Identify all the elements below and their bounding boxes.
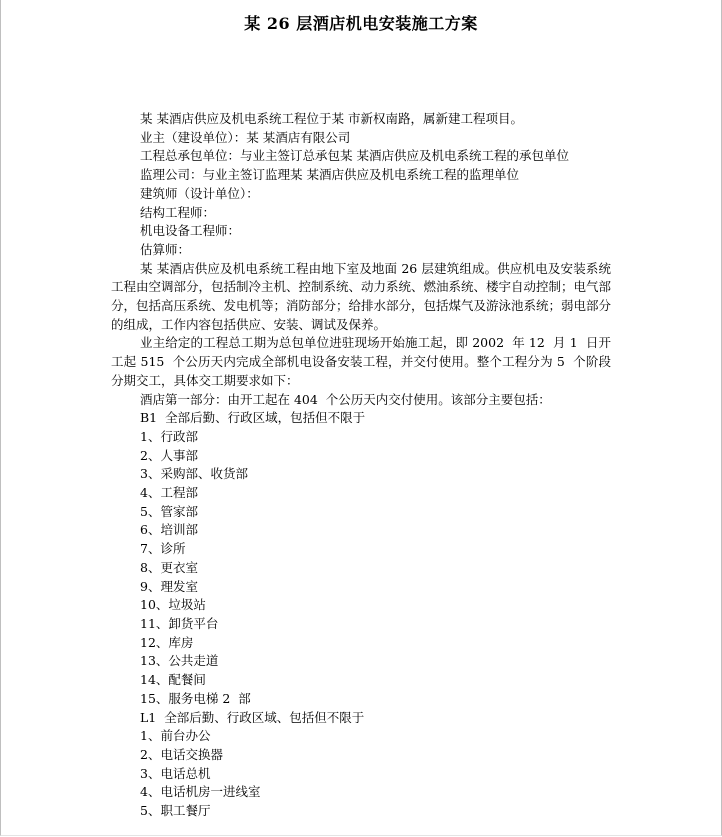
paragraph: 5、职工餐厅 xyxy=(140,803,211,819)
paragraph: 5、管家部 xyxy=(140,503,198,519)
paragraph: 9、理发室 xyxy=(140,578,198,594)
document-body xyxy=(111,110,611,821)
paragraph: 2、电话交换器 xyxy=(140,746,223,762)
paragraph: 酒店第一部分：由开工起在 404 个公历天内交付使用。该部分主要包括： xyxy=(140,391,551,407)
paragraph: 某 某酒店供应及机电系统工程由地下室及地面 26 层建筑组成。供应机电及安装系统工程由空调部分，包括制冷主机、控制系统、动力系统、燃油系统、楼宇自动控制；电气部分，包括高压系统、发电机等；消防部分；给排水部分，包括煤气及游泳池系统；弱电部分的组成，工作内容包括供应、安装、调试及保养。 xyxy=(111,260,612,332)
paragraph: 14、配餐间 xyxy=(140,672,206,688)
paragraph: L1 全部后勤、行政区域、包括但不限于 xyxy=(140,709,365,725)
paragraph: 7、诊所 xyxy=(140,541,186,557)
paragraph: 机电设备工程师： xyxy=(140,223,241,239)
paragraph: 某 某酒店供应及机电系统工程位于某 市新权南路，属新建工程项目。 xyxy=(140,111,523,126)
paragraph: 1、行政部 xyxy=(140,428,198,444)
paragraph: 3、采购部、收货部 xyxy=(140,466,248,482)
paragraph: 11、卸货平台 xyxy=(140,615,219,631)
paragraph: 结构工程师： xyxy=(140,204,216,220)
paragraph: 8、更衣室 xyxy=(140,559,198,575)
paragraph: 工程总承包单位：与业主签订总承包某 某酒店供应及机电系统工程的承包单位 xyxy=(140,148,569,164)
paragraph: 业主（建设单位）：某 某酒店有限公司 xyxy=(140,129,351,145)
paragraph: 业主给定的工程总工期为总包单位进驻现场开始施工起，即 2002 年 12 月 1 日开工起 515 个公历天内完成全部机电设备安装工程，并交付使用。整个工程分为 5 个阶段分期交工，具体交工期要求如下： xyxy=(111,335,611,388)
paragraph: 4、电话机房一进线室 xyxy=(140,784,261,800)
paragraph: 13、公共走道 xyxy=(140,653,219,669)
paragraph: 4、工程部 xyxy=(140,485,198,501)
paragraph: 3、电话总机 xyxy=(140,765,211,781)
paragraph: 建筑师（设计单位）： xyxy=(140,185,259,201)
paragraph: 6、培训部 xyxy=(140,522,198,538)
paragraph: 12、库房 xyxy=(140,634,194,650)
paragraph: 10、垃圾站 xyxy=(140,597,206,613)
paragraph: 2、人事部 xyxy=(140,447,198,463)
paragraph: 1、前台办公 xyxy=(140,728,211,744)
document-title: 某 26 层酒店机电安装施工方案 xyxy=(244,14,478,33)
paragraph: 估算师： xyxy=(140,241,191,257)
paragraph: 监理公司：与业主签订监理某 某酒店供应及机电系统工程的监理单位 xyxy=(140,167,519,183)
paragraph: 15、服务电梯 2 部 xyxy=(140,690,251,706)
paragraph: B1 全部后勤、行政区域，包括但不限于 xyxy=(140,410,366,426)
